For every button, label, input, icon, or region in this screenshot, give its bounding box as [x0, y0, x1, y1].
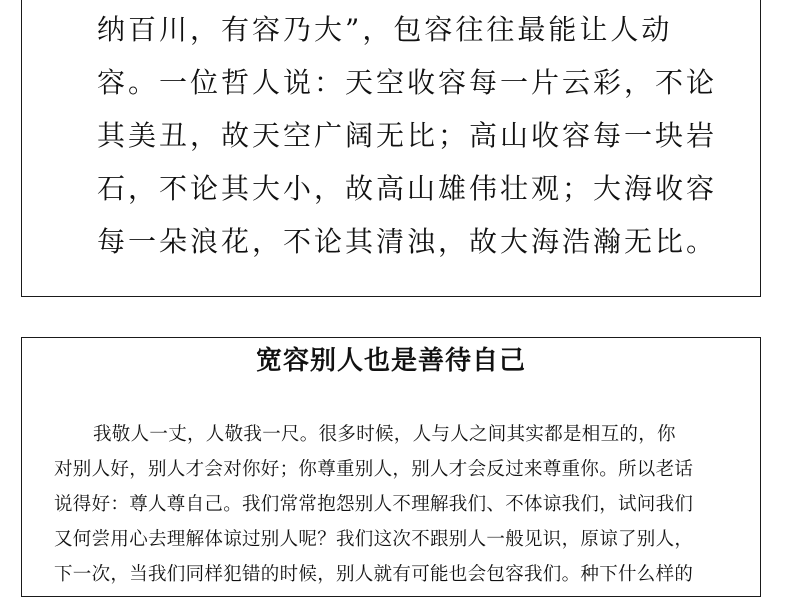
article-box — [21, 337, 761, 597]
top-text-line-5: 每一朵浪花，不论其清浊，故大海浩瀚无比。 — [97, 225, 718, 258]
article-line-4: 又何尝用心去理解体谅过别人呢？我们这次不跟别人一般见识，原谅了别人， — [54, 529, 694, 550]
article-line-3: 说得好：尊人尊自己。我们常常抱怨别人不理解我们、不体谅我们，试问我们 — [54, 494, 694, 515]
top-text-line-2: 容。一位哲人说：天空收容每一片云彩，不论 — [97, 66, 718, 99]
top-text-line-4: 石，不论其大小，故高山雄伟壮观；大海收容 — [97, 172, 718, 205]
article-line-2: 对别人好，别人才会对你好；你尊重别人，别人才会反过来尊重你。所以老话 — [54, 459, 694, 480]
article-title: 宽容别人也是善待自己 — [255, 346, 526, 376]
article-line-5: 下一次，当我们同样犯错的时候，别人就有可能也会包容我们。种下什么样的 — [54, 564, 694, 585]
article-line-1: 我敬人一丈，人敬我一尺。很多时候，人与人之间其实都是相互的，你 — [93, 424, 676, 445]
top-text-line-3: 其美丑，故天空广阔无比；高山收容每一块岩 — [97, 119, 718, 152]
top-text-box — [21, 0, 761, 297]
top-text-line-1: 纳百川，有容乃大”，包容往往最能让人动 — [97, 13, 673, 46]
